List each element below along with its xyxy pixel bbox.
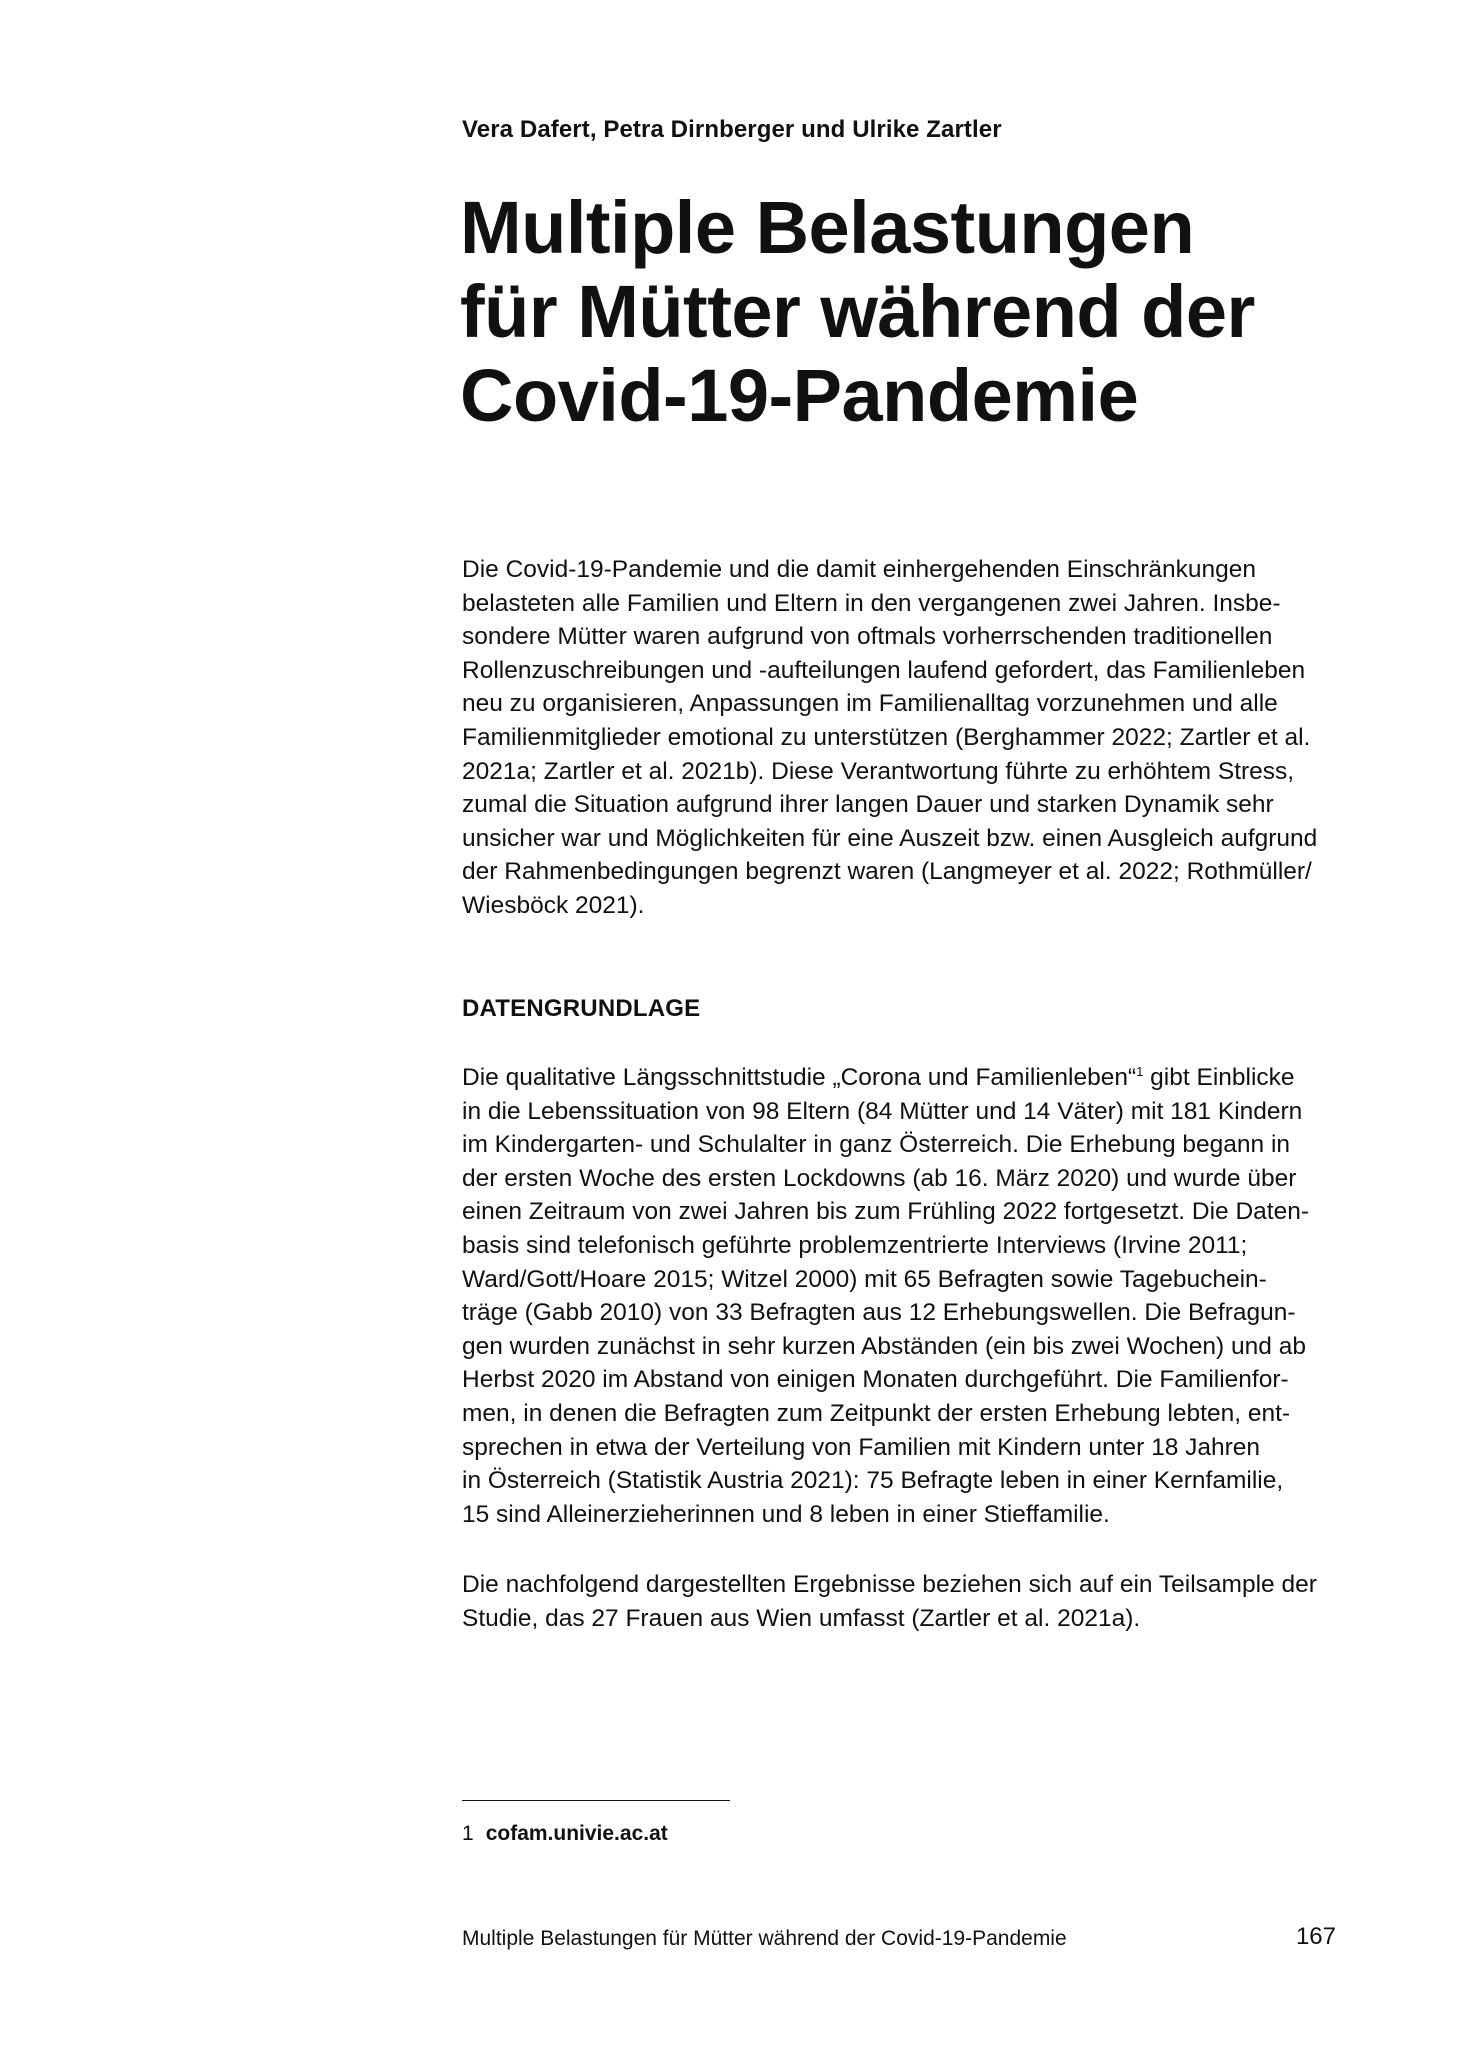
data-basis-paragraph [462, 1061, 1342, 1531]
title-line: für Mütter während der [460, 270, 1255, 353]
text-line: Herbst 2020 im Abstand von einigen Monaten durchgeführt. Die Familienfor- [462, 1366, 1289, 1394]
intro-paragraph [462, 553, 1342, 923]
running-footer-title: Multiple Belastungen für Mütter während der Covid-19-Pandemie [462, 1927, 1067, 1950]
footnote-link[interactable]: cofam.univie.ac.at [485, 1822, 668, 1845]
text-line: sprechen in etwa der Verteilung von Familien mit Kindern unter 18 Jahren [462, 1433, 1261, 1461]
footnote-number: 1 [462, 1822, 474, 1845]
text-line: im Kindergarten- und Schulalter in ganz Österreich. Die Erhebung begann in [462, 1131, 1291, 1159]
text-line: basis sind telefonisch geführte problemzentrierte Interviews (Irvine 2011; [462, 1231, 1248, 1259]
text-line: belasteten alle Familien und Eltern in den vergangenen zwei Jahren. Insbe- [462, 589, 1281, 617]
text-line: Studie, das 27 Frauen aus Wien umfasst (Zartler et al. 2021a). [462, 1604, 1141, 1632]
text-line: Wiesböck 2021). [462, 891, 645, 919]
text-line: träge (Gabb 2010) von 33 Befragten aus 12 Erhebungswellen. Die Befragun- [462, 1299, 1296, 1327]
page-number: 167 [1295, 1923, 1336, 1950]
text-line [462, 1061, 1342, 1095]
section-heading: DATENGRUNDLAGE [462, 995, 701, 1022]
text-line: in Österreich (Statistik Austria 2021): 75 Befragte leben in einer Kernfamilie, [462, 1467, 1284, 1495]
text-line: sondere Mütter waren aufgrund von oftmals vorherrschenden traditionellen [462, 623, 1273, 651]
title-line: Covid-19-Pandemie [460, 354, 1139, 437]
footnote-divider [462, 1800, 730, 1801]
text-fragment: gibt Einblicke [1143, 1064, 1295, 1091]
article-title [460, 186, 1360, 438]
text-line: Ward/Gott/Hoare 2015; Witzel 2000) mit 65 Befragten sowie Tagebuchein- [462, 1265, 1267, 1293]
sample-paragraph [462, 1568, 1342, 1635]
text-line: der Rahmenbedingungen begrenzt waren (Langmeyer et al. 2022; Rothmüller/ [462, 858, 1312, 886]
footnote [462, 1820, 668, 1848]
text-line: Rollenzuschreibungen und -aufteilungen laufend gefordert, das Familienleben [462, 656, 1306, 684]
footnote-reference[interactable]: 1 [1136, 1064, 1144, 1079]
text-fragment: Die qualitative Längsschnittstudie „Corona und Familienleben“ [462, 1064, 1137, 1091]
text-line: unsicher war und Möglichkeiten für eine Auszeit bzw. einen Ausgleich aufgrund [462, 824, 1318, 852]
text-line: Die nachfolgend dargestellten Ergebnisse beziehen sich auf ein Teilsample der [462, 1571, 1317, 1598]
text-line: der ersten Woche des ersten Lockdowns (ab 16. März 2020) und wurde über [462, 1164, 1297, 1192]
text-line: neu zu organisieren, Anpassungen im Familienalltag vorzunehmen und alle [462, 690, 1278, 718]
author-line: Vera Dafert, Petra Dirnberger und Ulrike Zartler [462, 116, 1002, 143]
text-line: men, in denen die Befragten zum Zeitpunkt der ersten Erhebung lebten, ent- [462, 1399, 1291, 1427]
text-line: einen Zeitraum von zwei Jahren bis zum Frühling 2022 fortgesetzt. Die Daten- [462, 1198, 1310, 1226]
text-line: Familienmitglieder emotional zu unterstützen (Berghammer 2022; Zartler et al. [462, 723, 1311, 751]
text-line: gen wurden zunächst in sehr kurzen Abständen (ein bis zwei Wochen) und ab [462, 1332, 1306, 1360]
title-line: Multiple Belastungen [460, 186, 1195, 269]
text-line: 2021a; Zartler et al. 2021b). Diese Verantwortung führte zu erhöhtem Stress, [462, 757, 1295, 785]
text-line: Die Covid-19-Pandemie und die damit einhergehenden Einschränkungen [462, 556, 1257, 583]
text-line: 15 sind Alleinerzieherinnen und 8 leben in einer Stieffamilie. [462, 1500, 1110, 1528]
text-line: zumal die Situation aufgrund ihrer langen Dauer und starken Dynamik sehr [462, 791, 1274, 819]
text-line: in die Lebenssituation von 98 Eltern (84 Mütter und 14 Väter) mit 181 Kindern [462, 1097, 1303, 1125]
